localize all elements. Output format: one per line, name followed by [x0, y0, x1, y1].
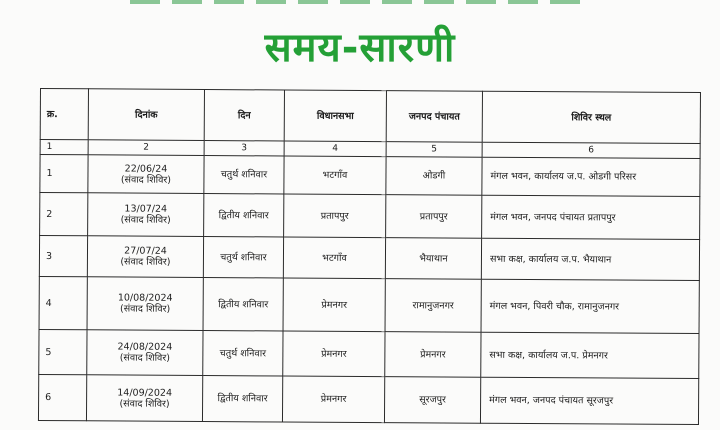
row-panchayat: भैयाथान [385, 238, 481, 280]
row-panchayat: ओडगी [386, 157, 482, 196]
row-assembly: भटगाँव [283, 237, 385, 279]
row-day: द्वितीय शनिवार [203, 278, 283, 331]
row-venue: मंगल भवन, पिवरी चौक, रामानुजनगर [481, 279, 699, 333]
row-venue: सभा कक्ष, कार्यालय ज.प. प्रेमनगर [481, 332, 699, 378]
row-serial: 4 [39, 276, 87, 329]
header-day: दिन [204, 90, 284, 141]
table-row [38, 374, 698, 424]
row-venue: मंगल भवन, जनपद पंचायत सूरजपुर [480, 377, 698, 424]
row-date: 22/06/24 [124, 163, 168, 175]
row-venue: मंगल भवन, जनपद पंचायत प्रतापपुर [482, 195, 700, 239]
table-row [39, 329, 699, 378]
row-day: चतुर्थ शनिवार [203, 237, 283, 278]
row-date: 10/08/2024 [117, 292, 173, 304]
header-assembly: विधानसभा [284, 90, 386, 142]
top-heading-fragment [130, 0, 590, 4]
row-camp-note: (संवाद शिविर) [120, 173, 172, 186]
row-venue: मंगल भवन, कार्यालय ज.प. ओडगी परिसर [482, 157, 700, 196]
row-date-cell [88, 193, 204, 237]
row-serial: 6 [38, 374, 86, 420]
header-date: दिनांक [88, 89, 204, 141]
row-camp-note: (संवाद शिविर) [119, 397, 170, 410]
table-row [39, 236, 699, 281]
row-day: द्वितीय शनिवार [204, 194, 284, 237]
row-panchayat: प्रेमनगर [385, 332, 481, 378]
row-panchayat: रामानुजनगर [385, 279, 481, 333]
header-venue: शिविर स्थल [482, 91, 700, 143]
table-row [39, 276, 699, 333]
header-panchayat: जनपद पंचायत [386, 91, 482, 143]
row-assembly: प्रेमनगर [283, 331, 385, 377]
page-title: समय-सारणी [264, 25, 456, 71]
column-number: 6 [482, 142, 700, 158]
column-number: 4 [284, 141, 386, 157]
table-row [40, 193, 700, 240]
row-assembly: प्रतापपुर [284, 194, 386, 238]
row-date: 13/07/24 [124, 203, 168, 215]
row-date: 27/07/24 [124, 245, 167, 257]
row-date-cell [87, 236, 203, 278]
row-serial: 3 [39, 236, 87, 277]
row-date-cell [86, 375, 202, 422]
row-camp-note: (संवाद शिविर) [120, 303, 171, 315]
row-day: द्वितीय शनिवार [202, 375, 282, 421]
row-assembly: प्रेमनगर [283, 278, 385, 332]
row-day: चतुर्थ शनिवार [204, 156, 284, 194]
row-camp-note: (संवाद शिविर) [119, 352, 170, 364]
table-header-row [40, 89, 700, 144]
row-day: चतुर्थ शनिवार [203, 331, 283, 376]
column-number: 5 [386, 142, 482, 158]
row-venue: सभा कक्ष, कार्यालय ज.प. भैयाथान [481, 238, 699, 280]
column-number: 1 [40, 140, 88, 155]
row-date: 14/09/2024 [117, 386, 173, 399]
schedule-table [38, 88, 701, 425]
row-date-cell [87, 277, 203, 331]
column-number: 2 [88, 140, 204, 156]
table-row [40, 155, 700, 197]
row-serial: 1 [40, 155, 88, 193]
row-date: 24/08/2024 [117, 341, 173, 353]
row-date-cell [88, 155, 204, 194]
row-serial: 2 [40, 193, 88, 236]
schedule-table-container [38, 88, 700, 425]
row-date-cell [87, 330, 203, 376]
row-camp-note: (संवाद शिविर) [120, 256, 171, 268]
row-panchayat: सूरजपुर [384, 377, 480, 424]
row-assembly: भटगाँव [284, 156, 386, 195]
header-serial: क्र. [40, 89, 88, 140]
row-camp-note: (संवाद शिविर) [120, 214, 171, 226]
row-assembly: प्रेमनगर [282, 376, 384, 423]
column-number: 3 [204, 141, 284, 156]
row-serial: 5 [39, 329, 87, 374]
row-panchayat: प्रतापपुर [386, 195, 482, 239]
